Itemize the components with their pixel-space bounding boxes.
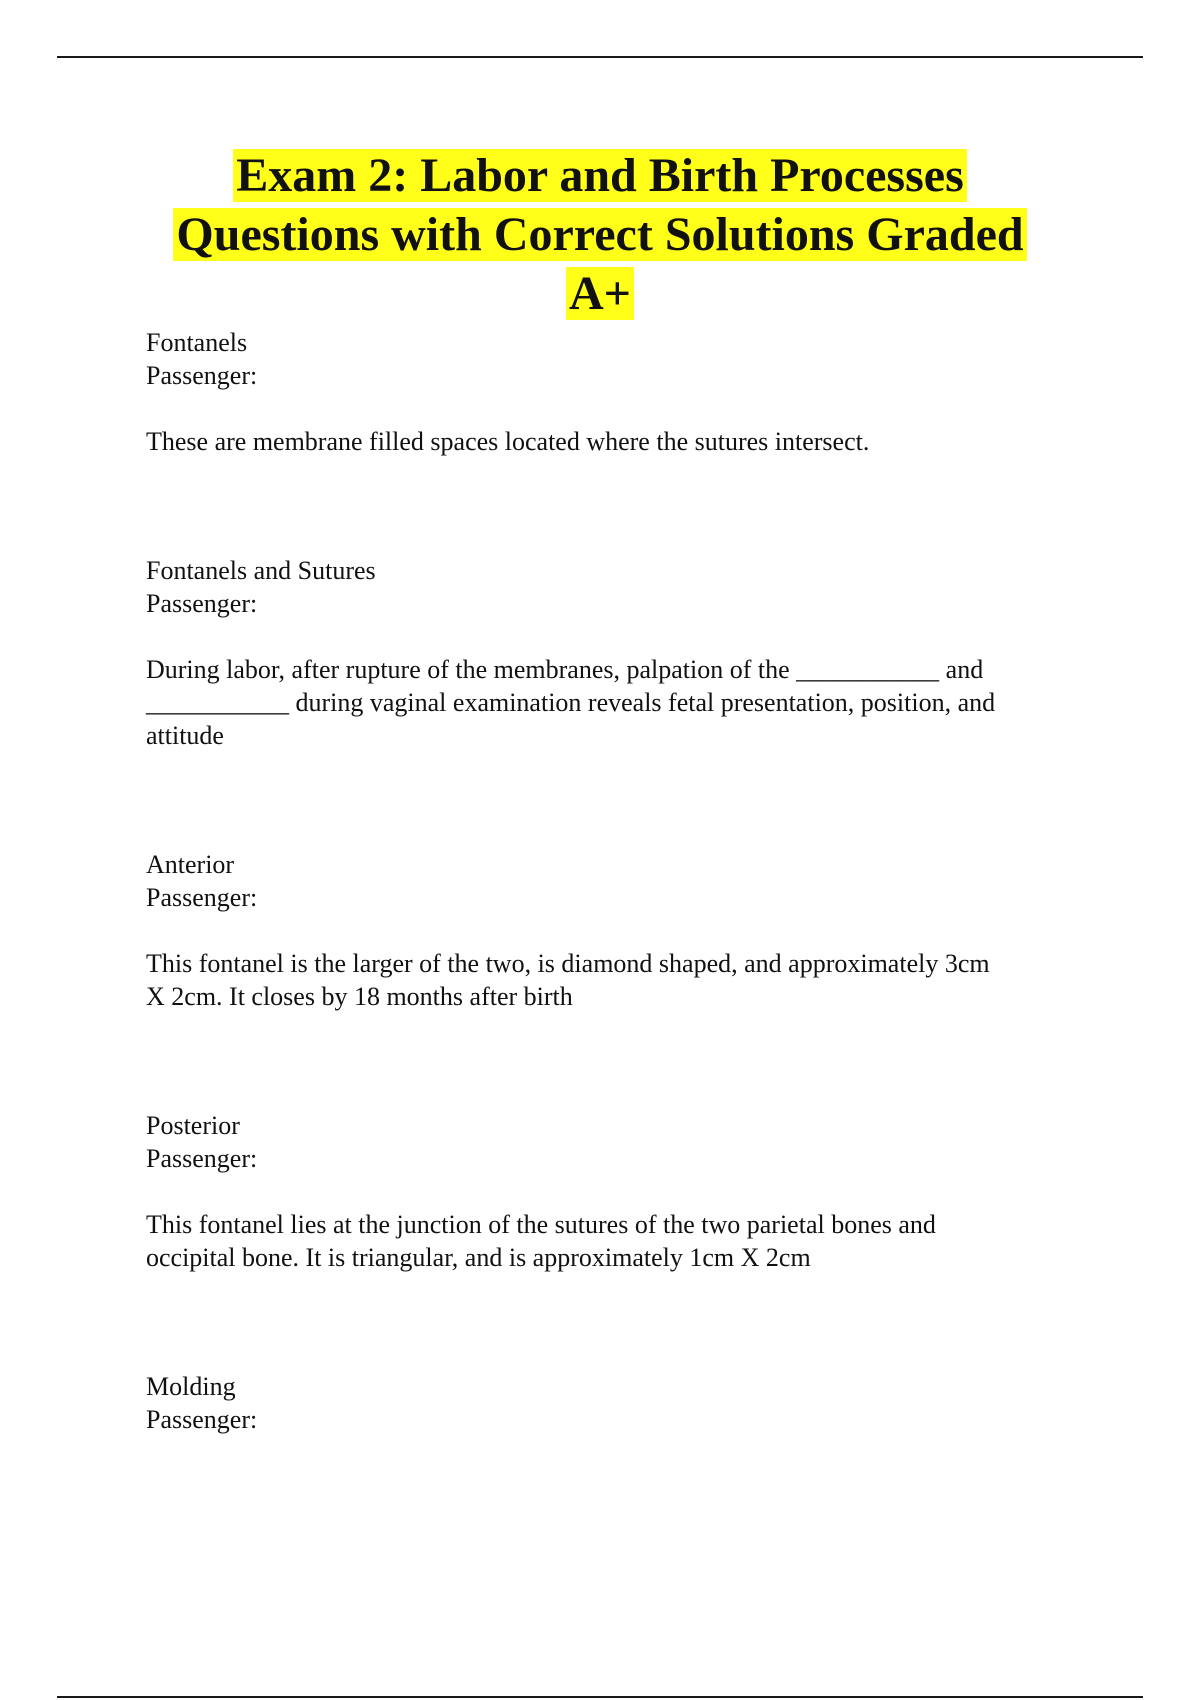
- entry-spacer: [146, 1013, 1086, 1109]
- category-label: Passenger:: [146, 1405, 258, 1434]
- flashcard-entry: [146, 554, 1086, 752]
- flashcard-entry: [146, 1370, 1086, 1436]
- answer-text: This fontanel is the larger of the two, is diamond shaped, and approximately 3cm X 2cm. It closes by 18 months after birth: [146, 949, 990, 1011]
- answer-text: This fontanel lies at the junction of the sutures of the two parietal bones and occipital bone. It is triangular, and is approximately 1cm X 2cm: [146, 1210, 936, 1272]
- flashcard-entry: [146, 1109, 1086, 1274]
- entry-spacer: [146, 458, 1086, 554]
- title-line-1: Exam 2: Labor and Birth Processes: [233, 149, 967, 202]
- header-rule: [57, 56, 1143, 58]
- title-line-2: Questions with Correct Solutions Graded: [173, 208, 1026, 261]
- term: Anterior: [146, 850, 235, 879]
- category-label: Passenger:: [146, 589, 258, 618]
- category-label: Passenger:: [146, 1144, 258, 1173]
- entry-spacer: [146, 752, 1086, 848]
- entry-spacer: [146, 1274, 1086, 1370]
- page-title: [100, 146, 1100, 323]
- category-label: Passenger:: [146, 361, 258, 390]
- term: Posterior: [146, 1111, 240, 1140]
- title-line-3: A+: [566, 267, 634, 320]
- answer-text: During labor, after rupture of the membranes, palpation of the ___________ and ___________ during vaginal examination reveals fetal presentation, position, and attitude: [146, 655, 996, 750]
- term: Fontanels: [146, 328, 248, 357]
- term: Molding: [146, 1372, 236, 1401]
- category-label: Passenger:: [146, 883, 258, 912]
- flashcard-list: [146, 326, 1086, 1436]
- flashcard-entry: [146, 848, 1086, 1013]
- footer-rule: [57, 1696, 1143, 1698]
- flashcard-entry: [146, 326, 1086, 458]
- answer-text: These are membrane filled spaces located where the sutures intersect.: [146, 427, 870, 456]
- term: Fontanels and Sutures: [146, 556, 376, 585]
